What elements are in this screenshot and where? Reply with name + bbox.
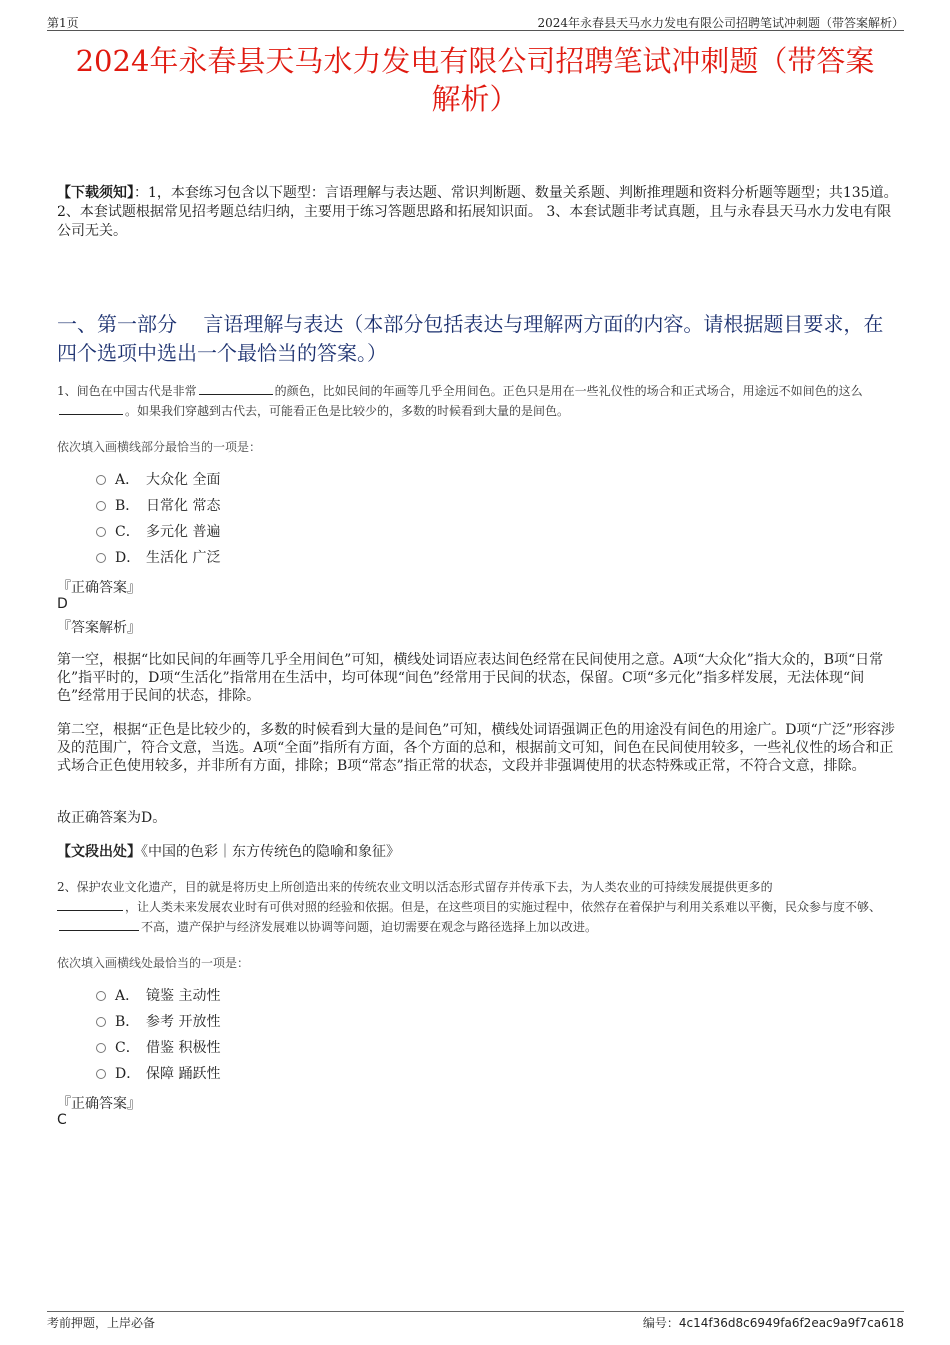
- question-1-text: [57, 381, 899, 421]
- q1-text-part: 的颜色，比如民间的年画等几乎全用间色。正色只是用在一些礼仪性的场合和正式场合，用途远不如间色的这么: [274, 384, 863, 398]
- option-letter: C．: [115, 524, 140, 540]
- option-text: 大众化 全面: [146, 472, 221, 488]
- radio-icon[interactable]: [96, 501, 106, 511]
- q1-option-b[interactable]: [96, 496, 220, 516]
- q2-answer-label: 『正确答案』: [57, 1096, 141, 1112]
- option-text: 多元化 普遍: [146, 524, 221, 540]
- q2-text-part: ，让人类未来发展农业时有可供对照的经验和依据。但是，在这些项目的实施过程中，依然存在着保护与利用关系难以平衡，民众参与度不够、: [125, 900, 882, 914]
- option-letter: C．: [115, 1040, 140, 1056]
- option-text: 借鉴 积极性: [146, 1040, 221, 1056]
- q1-analysis-paragraph-3: 故正确答案为D。: [57, 810, 167, 826]
- radio-icon[interactable]: [96, 991, 106, 1001]
- header-divider: [47, 30, 904, 31]
- question-2-prompt: 依次填入画横线处最恰当的一项是：: [57, 956, 250, 970]
- header-doc-title: 2024年永春县天马水力发电有限公司招聘笔试冲刺题（带答案解析）: [537, 16, 904, 30]
- notice-label: 【下载须知】: [57, 185, 134, 201]
- footer-slogan: 考前押题，上岸必备: [47, 1316, 156, 1330]
- q2-option-b[interactable]: [96, 1012, 220, 1032]
- question-2-text: [57, 877, 899, 937]
- q1-analysis-paragraph-1: 第一空，根据“比如民间的年画等几乎全用间色”可知，横线处词语应表达间色经常在民间使用之意。A项“大众化”指大众的，B项“日常化”指平时的，D项“生活化”指常用在生活中，均可体现“间色”经常用于民间的状态，保留。C项“多元化”指多样发展，无法体现“间色”经常用于民间的状态，排除。: [57, 652, 884, 704]
- option-letter: D．: [115, 550, 141, 566]
- footer-divider: [47, 1311, 904, 1312]
- q1-analysis-label: 『答案解析』: [57, 620, 141, 636]
- q1-text-part: 。如果我们穿越到古代去，可能看正色是比较少的，多数的时候看到大量的是间色。: [125, 404, 570, 418]
- option-letter: B．: [115, 498, 140, 514]
- q2-text-part: 2、保护农业文化遗产，目的就是将历史上所创造出来的传统农业文明以活态形式留存并传承下去，为人类农业的可持续发展提供更多的: [57, 880, 773, 894]
- radio-icon[interactable]: [96, 527, 106, 537]
- q1-source: [57, 843, 899, 861]
- radio-icon[interactable]: [96, 1069, 106, 1079]
- q2-option-a[interactable]: [96, 986, 220, 1006]
- download-notice: [57, 184, 899, 241]
- option-letter: D．: [115, 1066, 141, 1082]
- option-text: 保障 踊跃性: [146, 1066, 221, 1082]
- q1-answer: D: [57, 596, 68, 612]
- q2-option-c[interactable]: [96, 1038, 220, 1058]
- fill-blank: [199, 382, 273, 395]
- q1-option-c[interactable]: [96, 522, 220, 542]
- q2-option-d[interactable]: [96, 1064, 220, 1084]
- option-text: 日常化 常态: [146, 498, 221, 514]
- option-letter: A．: [115, 472, 140, 488]
- radio-icon[interactable]: [96, 475, 106, 485]
- q1-option-a[interactable]: [96, 470, 220, 490]
- title-line-2: 解析）: [431, 82, 519, 116]
- footer-code-label: 编号：: [642, 1316, 679, 1330]
- notice-text: ：1，本套练习包含以下题型：言语理解与表达题、常识判断题、数量关系题、判断推理题和资料分析题等题型；共135道。 2、本套试题根据常见招考题总结归纳，主要用于练习答题思路和拓展知识面。 3、本套试题非考试真题，且与永春县天马水力发电有限公司无关。: [57, 185, 898, 239]
- footer-code: [643, 1314, 904, 1331]
- q1-text-part: 1、间色在中国古代是非常: [57, 384, 197, 398]
- option-text: 参考 开放性: [146, 1014, 221, 1030]
- q1-answer-label: 『正确答案』: [57, 580, 141, 596]
- fill-blank: [59, 402, 123, 415]
- source-text: 《中国的色彩｜东方传统色的隐喻和象征》: [141, 844, 400, 860]
- footer-code-value: 4c14f36d8c6949fa6f2eac9a9f7ca618: [678, 1316, 904, 1330]
- radio-icon[interactable]: [96, 553, 106, 563]
- section-heading: 一、第一部分 言语理解与表达（本部分包括表达与理解两方面的内容。请根据题目要求，在四个选项中选出一个最恰当的答案。）: [57, 312, 884, 365]
- radio-icon[interactable]: [96, 1043, 106, 1053]
- option-text: 生活化 广泛: [146, 550, 221, 566]
- q1-analysis-paragraph-2: 第二空，根据“正色是比较少的，多数的时候看到大量的是间色”可知，横线处词语强调正色的用途没有间色的用途广。D项“广泛”形容涉及的范围广，符合文意，当选。A项“全面”指所有方面，各个方面的总和，根据前文可知，间色在民间使用较多，一些礼仪性的场合和正式场合正色使用较多，并非所有方面，排除；B项“常态”指正常的状态，文段并非强调使用的状态特殊或正常，不符合文意，排除。: [57, 722, 895, 774]
- option-letter: A．: [115, 988, 140, 1004]
- question-1-prompt: 依次填入画横线部分最恰当的一项是：: [57, 440, 262, 454]
- fill-blank: [57, 898, 123, 911]
- title-line-1: 2024年永春县天马水力发电有限公司招聘笔试冲刺题（带答案: [75, 44, 875, 78]
- radio-icon[interactable]: [96, 1017, 106, 1027]
- q1-option-d[interactable]: [96, 548, 220, 568]
- source-label: 【文段出处】: [57, 844, 141, 860]
- q2-text-part: 不高，遗产保护与经济发展难以协调等问题，迫切需要在观念与路径选择上加以改进。: [141, 920, 598, 934]
- q2-answer: C: [57, 1112, 67, 1128]
- page-title: [47, 42, 903, 118]
- option-text: 镜鉴 主动性: [146, 988, 221, 1004]
- option-letter: B．: [115, 1014, 140, 1030]
- fill-blank: [59, 918, 139, 931]
- page-number: 第1页: [47, 16, 79, 30]
